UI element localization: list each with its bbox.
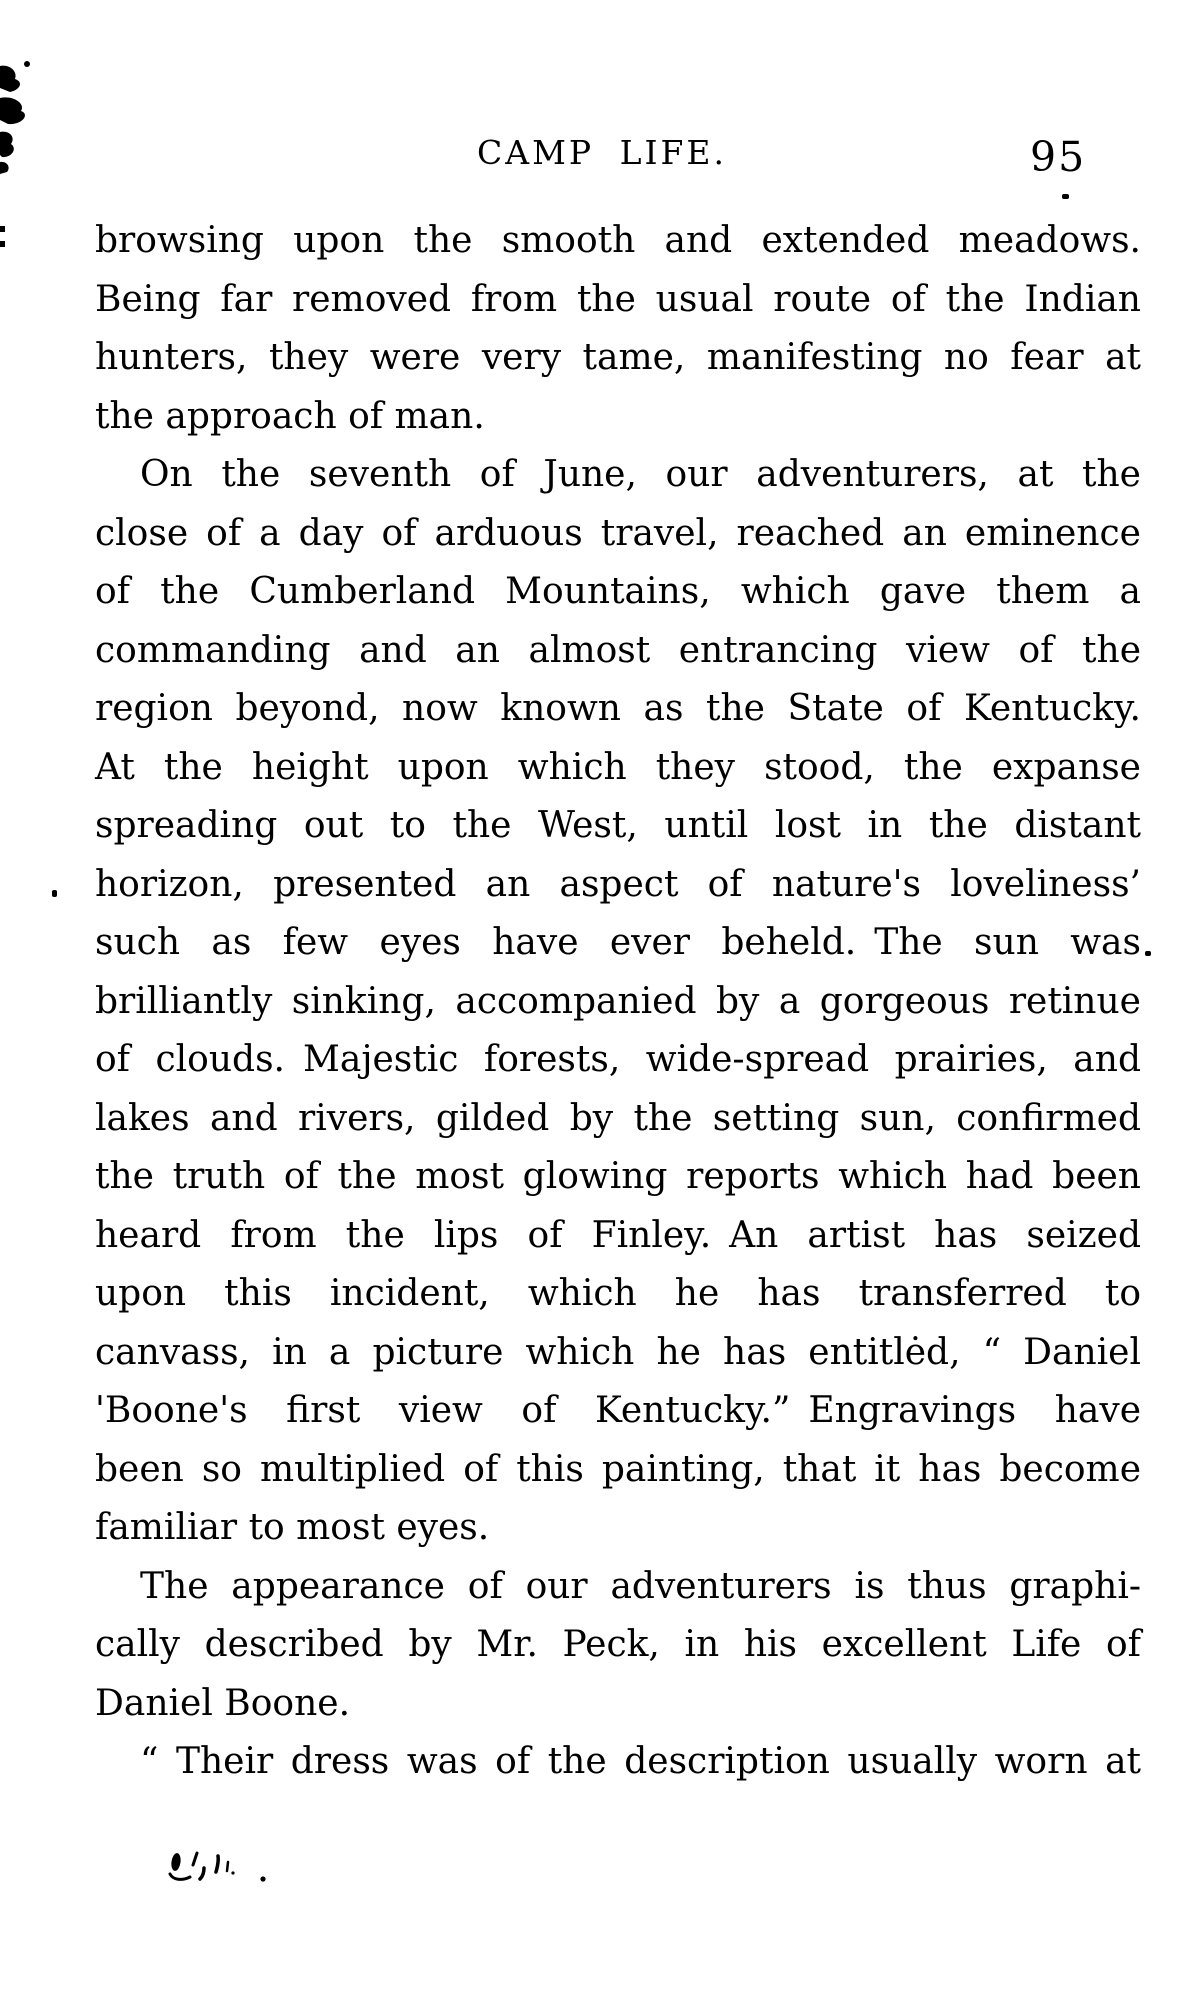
body-line: hunters, they were very tame, manifesting no fear at (95, 337, 1141, 378)
body-line: been so multiplied of this painting, that it has become (95, 1448, 1141, 1490)
body-line: of the Cumberland Mountains, which gave them a (95, 571, 1141, 612)
ink-blob-left-edge (0, 58, 42, 198)
body-line: familiar to most eyes. (95, 1507, 490, 1548)
body-line: brilliantly sinking, accompanied by a gorgeous retinue (95, 980, 1141, 1022)
body-line: upon this incident, which he has transferred to (95, 1273, 1141, 1314)
page-number: 95 (1030, 133, 1087, 181)
body-line: spreading out to the West, until lost in the distant (95, 805, 1141, 846)
ink-dot-under-page-number (1062, 194, 1069, 199)
body-line: the approach of man. (95, 395, 485, 437)
body-line: 'Boone's first view of Kentucky.” Engravings have (95, 1390, 1141, 1431)
ink-dot-left-margin (52, 890, 57, 897)
body-line: The appearance of our adventurers is thus graphi- (140, 1565, 1141, 1607)
body-line: horizon, presented an aspect of nature's loveliness’ (95, 863, 1141, 905)
body-line: canvass, in a picture which he has entitlėd, “ Daniel (95, 1331, 1141, 1373)
body-line: region beyond, now known as the State of Kentucky. (95, 688, 1141, 729)
body-line: such as few eyes have ever beheld. The sun was (95, 922, 1141, 963)
body-line: Daniel Boone. (95, 1682, 351, 1724)
body-line: Being far removed from the usual route of the Indian (95, 278, 1141, 320)
body-line: cally described by Mr. Peck, in his excellent Life of (95, 1624, 1141, 1665)
body-line: close of a day of arduous travel, reached an eminence (95, 512, 1141, 554)
body-line: the truth of the most glowing reports which had been (95, 1156, 1141, 1197)
handwriting-smudge (166, 1848, 281, 1898)
body-line: At the height upon which they stood, the expanse (95, 746, 1141, 788)
ink-mark-colon (0, 226, 5, 232)
body-line: commanding and an almost entrancing view of the (95, 629, 1141, 671)
ink-dot-right-margin (1145, 951, 1151, 956)
body-line: of clouds. Majestic forests, wide-spread prairies, and (95, 1039, 1141, 1080)
body-line: On the seventh of June, our adventurers, at the (140, 454, 1141, 495)
body-line: heard from the lips of Finley. An artist has seized (95, 1214, 1141, 1256)
body-line: lakes and rivers, gilded by the setting sun, confirmed (95, 1097, 1141, 1139)
body-line: browsing upon the smooth and extended meadows. (95, 220, 1141, 261)
body-line: “ Their dress was of the description usually worn at (140, 1741, 1141, 1782)
body-text (95, 212, 1141, 1792)
running-title: CAMP LIFE. (477, 133, 727, 172)
